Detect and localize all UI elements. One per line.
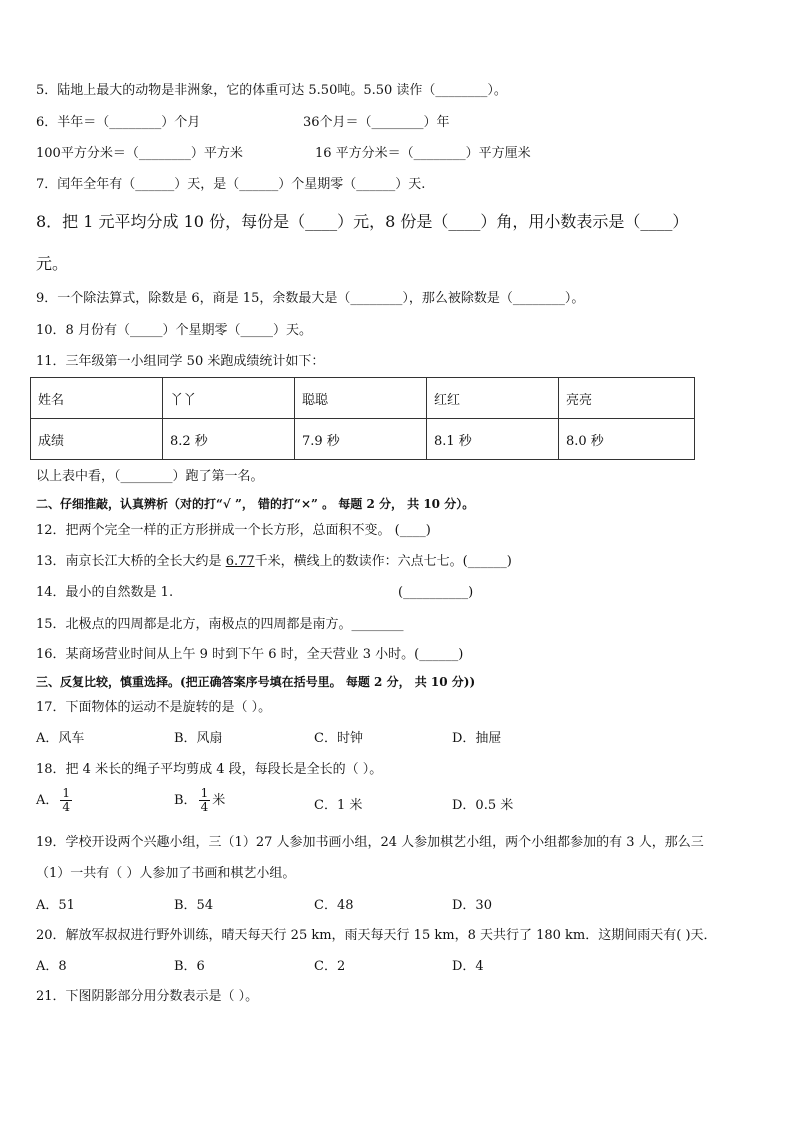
- option-a: [36, 787, 74, 814]
- question-14-answer-blank: (__________): [398, 585, 474, 600]
- question-6-half-year: 6．半年＝（________）个月: [36, 115, 201, 130]
- table-cell: 红红: [427, 378, 559, 419]
- option-label: B．: [174, 793, 197, 808]
- question-17: 17．下面物体的运动不是旋转的是（ ）。: [36, 700, 272, 715]
- question-18: 18．把 4 米长的绳子平均剪成 4 段，每段长是全长的（ ）。: [36, 762, 383, 777]
- option-a: A．风车: [36, 731, 85, 746]
- question-6-square-dm: 100平方分米＝（________）平方米: [36, 146, 243, 161]
- option-d: D．4: [452, 959, 484, 974]
- option-b: B．6: [174, 959, 205, 974]
- question-16: 16．某商场营业时间从上午 9 时到下午 6 时，全天营业 3 小时。(______): [36, 647, 464, 662]
- question-6-months: 36个月＝（________）年: [303, 115, 450, 130]
- table-cell: 7.9 秒: [295, 419, 427, 460]
- question-6-square-cm: 16 平方分米＝（________）平方厘米: [315, 146, 531, 161]
- question-5: 5．陆地上最大的动物是非洲象，它的体重可达 5.50吨。5.50 读作（________）。: [36, 83, 507, 98]
- question-21: 21．下图阴影部分用分数表示是（ ）。: [36, 989, 259, 1004]
- option-c: C．时钟: [314, 731, 363, 746]
- table-cell: 亮亮: [559, 378, 695, 419]
- question-11: 11．三年级第一小组同学 50 米跑成绩统计如下：: [36, 354, 325, 369]
- option-label: A．: [36, 793, 59, 808]
- question-8-continued: 元。: [36, 254, 69, 273]
- option-b: B．风扇: [174, 731, 223, 746]
- table-cell: 成绩: [31, 419, 163, 460]
- option-d: D．30: [452, 898, 492, 913]
- table-cell: 姓名: [31, 378, 163, 419]
- question-13-tail: 千米，横线上的数读作：六点七七。(______): [254, 554, 512, 569]
- table-cell: 8.2 秒: [163, 419, 295, 460]
- option-c: C．2: [314, 959, 346, 974]
- section-2-heading: 二、仔细推敲，认真辨析（对的打“√ ”， 错的打“×” 。 每题 2 分， 共 10 分）。: [36, 497, 475, 511]
- fraction-numerator: 1: [200, 786, 209, 800]
- section-3-heading: 三、反复比较，慎重选择。(把正确答案序号填在括号里。 每题 2 分， 共 10 分)): [36, 675, 476, 689]
- fraction: [60, 787, 72, 814]
- option-b: B．54: [174, 898, 214, 913]
- score-table: [30, 377, 695, 460]
- question-10: 10．8 月份有（_____）个星期零（_____）天。: [36, 323, 312, 338]
- option-d: D．0.5 米: [452, 798, 514, 813]
- option-d: D．抽屉: [452, 731, 502, 746]
- question-20: 20．解放军叔叔进行野外训练，晴天每天行 25 km，雨天每天行 15 km，8 天共行了 180 km．这期间雨天有( )天．: [36, 928, 717, 943]
- option-b: [174, 787, 225, 814]
- question-19: 19．学校开设两个兴趣小组，三（1）27 人参加书画小组，24 人参加棋艺小组，两个小组都参加的有 3 人，那么三: [36, 835, 704, 850]
- question-14: 14．最小的自然数是 1.: [36, 585, 174, 600]
- table-cell: 8.0 秒: [559, 419, 695, 460]
- question-15: 15．北极点的四周都是北方，南极点的四周都是南方。________: [36, 617, 404, 632]
- fraction-denominator: 4: [200, 800, 209, 814]
- unit: 米: [212, 793, 226, 808]
- question-8: 8．把 1 元平均分成 10 份，每份是（____）元，8 份是（____）角，用小数表示是（____）: [36, 212, 689, 231]
- table-cell: 聪聪: [295, 378, 427, 419]
- table-row: [31, 419, 695, 460]
- question-12: 12．把两个完全一样的正方形拼成一个长方形，总面积不变。 (____): [36, 523, 431, 538]
- table-row: [31, 378, 695, 419]
- fraction-numerator: 1: [62, 786, 71, 800]
- question-9: 9．一个除法算式，除数是 6，商是 15，余数最大是（________），那么被除数是（________）。: [36, 291, 585, 306]
- table-cell: 8.1 秒: [427, 419, 559, 460]
- question-11-answer: 以上表中看，（________）跑了第一名。: [36, 469, 264, 484]
- question-13-text: 13．南京长江大桥的全长大约是: [36, 554, 226, 569]
- option-a: A．8: [36, 959, 67, 974]
- table-cell: 丫丫: [163, 378, 295, 419]
- question-7: 7．闰年全年有（______）天，是（______）个星期零（______）天.: [36, 177, 426, 192]
- question-13-underlined-number: 6.77: [225, 554, 255, 569]
- option-c: C．48: [314, 898, 354, 913]
- question-13: [36, 553, 512, 571]
- option-c: C．1 米: [314, 798, 363, 813]
- fraction-denominator: 4: [62, 800, 71, 814]
- question-19-continued: （1）一共有（ ）人参加了书画和棋艺小组。: [36, 866, 296, 881]
- option-a: A．51: [36, 898, 75, 913]
- fraction: [199, 787, 211, 814]
